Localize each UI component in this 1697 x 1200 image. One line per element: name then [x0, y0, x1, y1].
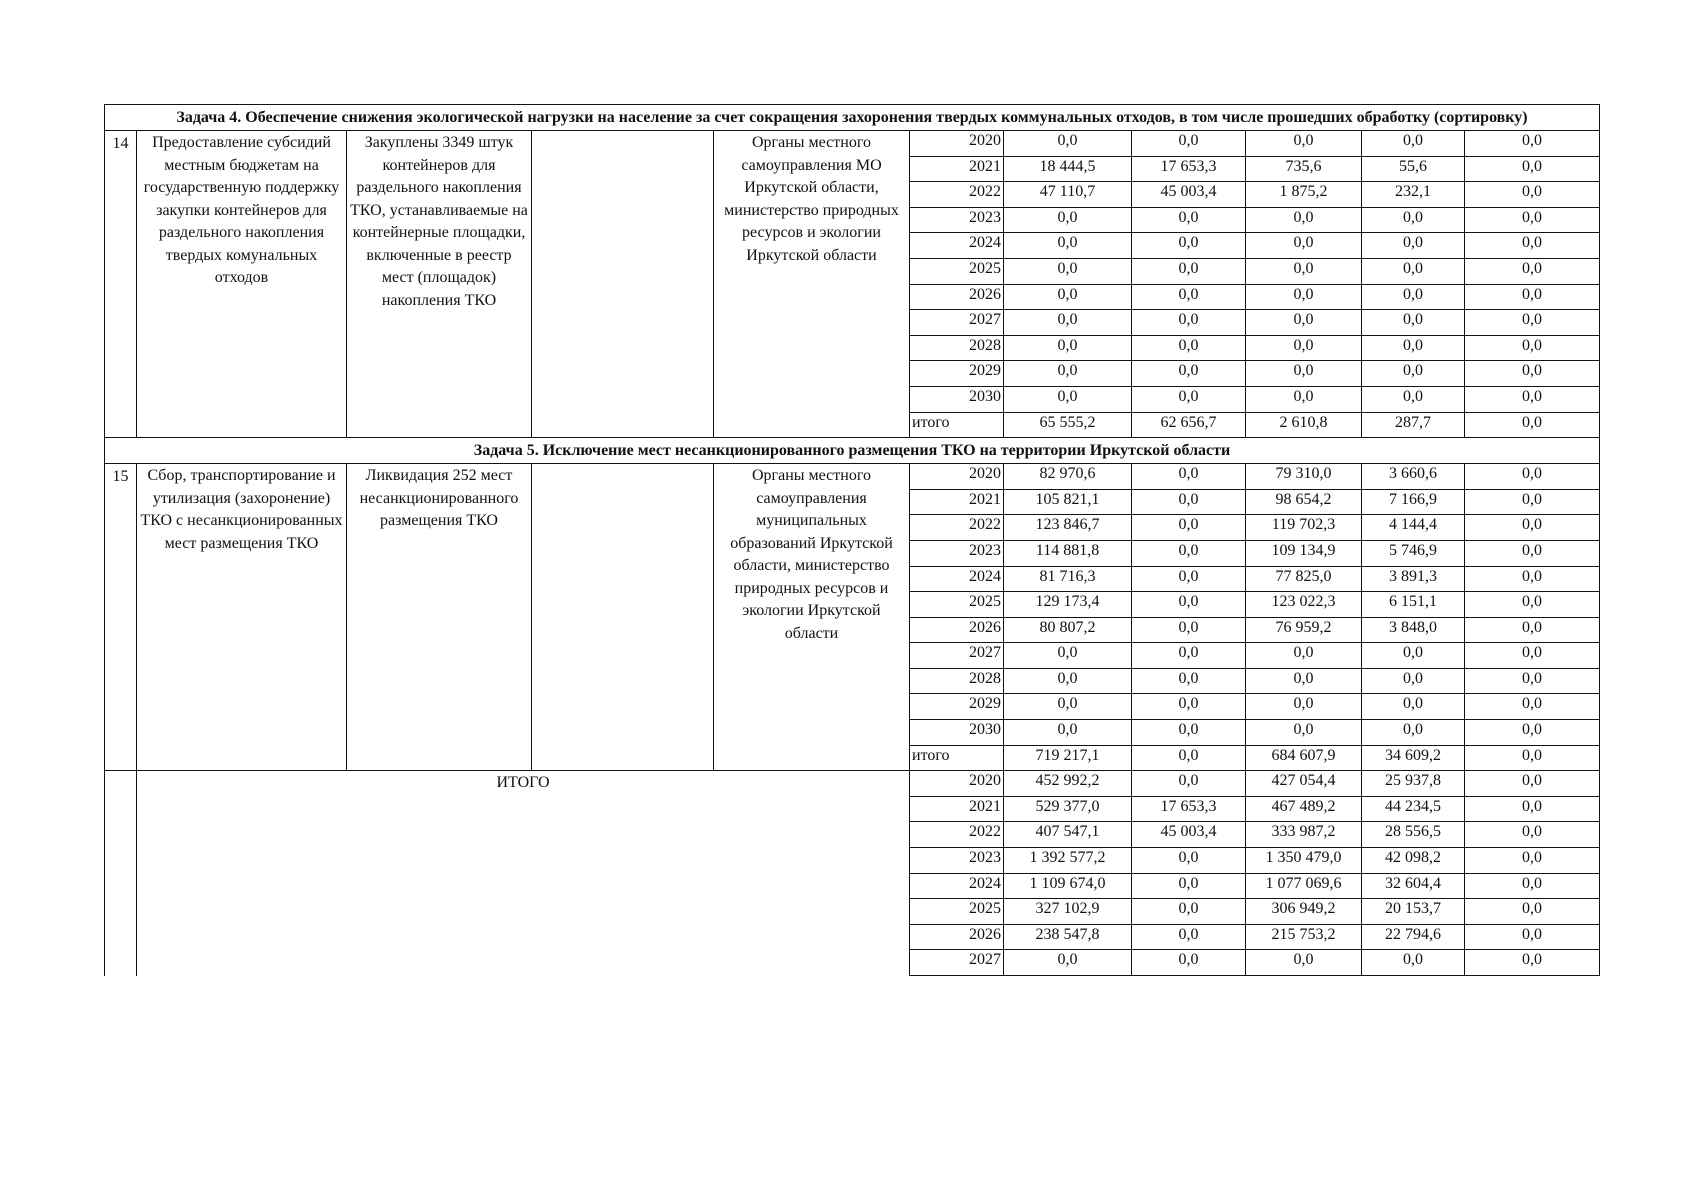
task-5-title: Задача 5. Исключение мест несанкционированного размещения ТКО на территории Иркутской области — [105, 438, 1600, 464]
year-cell: 2027 — [910, 643, 1004, 669]
total-value: 719 217,1 — [1004, 745, 1132, 771]
local-value: 5 746,9 — [1362, 540, 1465, 566]
total-value: 0,0 — [1004, 284, 1132, 310]
regional-value: 1 350 479,0 — [1246, 848, 1362, 874]
regional-value: 215 753,2 — [1246, 924, 1362, 950]
regional-value: 684 607,9 — [1246, 745, 1362, 771]
local-value: 28 556,5 — [1362, 822, 1465, 848]
total-value: 0,0 — [1004, 361, 1132, 387]
other-value: 0,0 — [1465, 335, 1600, 361]
total-value: 529 377,0 — [1004, 796, 1132, 822]
federal-value: 62 656,7 — [1132, 412, 1246, 438]
federal-value: 0,0 — [1132, 720, 1246, 746]
federal-value: 0,0 — [1132, 489, 1246, 515]
year-cell: 2024 — [910, 566, 1004, 592]
regional-value: 0,0 — [1246, 310, 1362, 336]
federal-value: 0,0 — [1132, 207, 1246, 233]
regional-value: 735,6 — [1246, 156, 1362, 182]
local-value: 55,6 — [1362, 156, 1465, 182]
event-result: Закуплены 3349 штук контейнеров для раздельного накопления ТКО, устанавливаемые на контейнерные площадки, включенные в реестр мест (площадок) накопления ТКО — [347, 131, 532, 438]
year-cell: 2020 — [910, 131, 1004, 157]
row-number: 14 — [105, 131, 137, 438]
year-cell: 2021 — [910, 489, 1004, 515]
regional-value: 1 875,2 — [1246, 182, 1362, 208]
other-value: 0,0 — [1465, 771, 1600, 797]
other-value: 0,0 — [1465, 207, 1600, 233]
total-value: 65 555,2 — [1004, 412, 1132, 438]
federal-value: 0,0 — [1132, 310, 1246, 336]
year-cell: 2021 — [910, 156, 1004, 182]
year-cell: 2025 — [910, 592, 1004, 618]
total-value: 47 110,7 — [1004, 182, 1132, 208]
other-value: 0,0 — [1465, 131, 1600, 157]
federal-value: 0,0 — [1132, 643, 1246, 669]
regional-value: 467 489,2 — [1246, 796, 1362, 822]
total-value: 0,0 — [1004, 233, 1132, 259]
regional-value: 0,0 — [1246, 284, 1362, 310]
other-value: 0,0 — [1465, 796, 1600, 822]
federal-value: 0,0 — [1132, 464, 1246, 490]
total-value: 1 109 674,0 — [1004, 873, 1132, 899]
year-cell: 2024 — [910, 873, 1004, 899]
regional-value: 98 654,2 — [1246, 489, 1362, 515]
federal-value: 0,0 — [1132, 745, 1246, 771]
year-cell: 2023 — [910, 540, 1004, 566]
local-value: 4 144,4 — [1362, 515, 1465, 541]
grand-total-row — [105, 771, 1600, 797]
other-value: 0,0 — [1465, 617, 1600, 643]
local-value: 0,0 — [1362, 284, 1465, 310]
regional-value: 123 022,3 — [1246, 592, 1362, 618]
other-value: 0,0 — [1465, 694, 1600, 720]
regional-value: 109 134,9 — [1246, 540, 1362, 566]
local-value: 7 166,9 — [1362, 489, 1465, 515]
total-value: 0,0 — [1004, 386, 1132, 412]
local-value: 42 098,2 — [1362, 848, 1465, 874]
local-value: 3 848,0 — [1362, 617, 1465, 643]
other-value: 0,0 — [1465, 873, 1600, 899]
other-value: 0,0 — [1465, 643, 1600, 669]
regional-value: 306 949,2 — [1246, 899, 1362, 925]
local-value: 0,0 — [1362, 361, 1465, 387]
federal-value: 0,0 — [1132, 233, 1246, 259]
other-value: 0,0 — [1465, 950, 1600, 976]
federal-value: 45 003,4 — [1132, 822, 1246, 848]
empty-cell — [532, 131, 714, 438]
total-value: 82 970,6 — [1004, 464, 1132, 490]
other-value: 0,0 — [1465, 592, 1600, 618]
regional-value: 0,0 — [1246, 694, 1362, 720]
year-cell: 2022 — [910, 515, 1004, 541]
local-value: 0,0 — [1362, 233, 1465, 259]
regional-value: 0,0 — [1246, 668, 1362, 694]
regional-value: 333 987,2 — [1246, 822, 1362, 848]
other-value: 0,0 — [1465, 515, 1600, 541]
local-value: 20 153,7 — [1362, 899, 1465, 925]
regional-value: 0,0 — [1246, 643, 1362, 669]
year-cell: 2029 — [910, 694, 1004, 720]
regional-value: 0,0 — [1246, 950, 1362, 976]
event-name: Предоставление субсидий местным бюджетам на государственную поддержку закупки контейнеров для раздельного накопления твердых комунальных отходов — [137, 131, 347, 438]
local-value: 287,7 — [1362, 412, 1465, 438]
regional-value: 0,0 — [1246, 720, 1362, 746]
local-value: 34 609,2 — [1362, 745, 1465, 771]
other-value: 0,0 — [1465, 156, 1600, 182]
federal-value: 0,0 — [1132, 924, 1246, 950]
total-value: 0,0 — [1004, 694, 1132, 720]
total-value: 0,0 — [1004, 950, 1132, 976]
federal-value: 45 003,4 — [1132, 182, 1246, 208]
total-value: 129 173,4 — [1004, 592, 1132, 618]
federal-value: 0,0 — [1132, 131, 1246, 157]
year-cell: 2025 — [910, 899, 1004, 925]
other-value: 0,0 — [1465, 899, 1600, 925]
total-value: 238 547,8 — [1004, 924, 1132, 950]
year-cell: 2023 — [910, 207, 1004, 233]
other-value: 0,0 — [1465, 412, 1600, 438]
local-value: 32 604,4 — [1362, 873, 1465, 899]
year-cell: 2028 — [910, 668, 1004, 694]
other-value: 0,0 — [1465, 822, 1600, 848]
local-value: 0,0 — [1362, 335, 1465, 361]
other-value: 0,0 — [1465, 720, 1600, 746]
local-value: 25 937,8 — [1362, 771, 1465, 797]
total-value: 105 821,1 — [1004, 489, 1132, 515]
federal-value: 0,0 — [1132, 386, 1246, 412]
other-value: 0,0 — [1465, 745, 1600, 771]
empty-cell — [105, 771, 137, 976]
program-table — [104, 104, 1600, 976]
other-value: 0,0 — [1465, 540, 1600, 566]
year-cell: 2026 — [910, 284, 1004, 310]
year-cell: 2021 — [910, 796, 1004, 822]
federal-value: 0,0 — [1132, 771, 1246, 797]
local-value: 0,0 — [1362, 950, 1465, 976]
regional-value: 0,0 — [1246, 386, 1362, 412]
federal-value: 0,0 — [1132, 566, 1246, 592]
local-value: 0,0 — [1362, 310, 1465, 336]
regional-value: 77 825,0 — [1246, 566, 1362, 592]
local-value: 0,0 — [1362, 643, 1465, 669]
measure-15-row — [105, 464, 1600, 490]
year-cell: 2030 — [910, 386, 1004, 412]
event-name: Сбор, транспортирование и утилизация (захоронение) ТКО с несанкционированных мест размещения ТКО — [137, 464, 347, 771]
other-value: 0,0 — [1465, 310, 1600, 336]
federal-value: 0,0 — [1132, 617, 1246, 643]
regional-value: 0,0 — [1246, 335, 1362, 361]
regional-value: 1 077 069,6 — [1246, 873, 1362, 899]
year-cell: 2020 — [910, 464, 1004, 490]
local-value: 0,0 — [1362, 720, 1465, 746]
task-4-title: Задача 4. Обеспечение снижения экологической нагрузки на население за счет сокращения захоронения твердых коммунальных отходов, в том числе прошедших обработку (сортировку) — [105, 105, 1600, 131]
other-value: 0,0 — [1465, 489, 1600, 515]
year-cell: 2026 — [910, 617, 1004, 643]
empty-cell — [532, 464, 714, 771]
total-value: 123 846,7 — [1004, 515, 1132, 541]
grand-total-label: ИТОГО — [137, 771, 910, 976]
measure-14-row — [105, 131, 1600, 157]
total-value: 327 102,9 — [1004, 899, 1132, 925]
year-cell: 2024 — [910, 233, 1004, 259]
other-value: 0,0 — [1465, 361, 1600, 387]
total-value: 18 444,5 — [1004, 156, 1132, 182]
section-row — [105, 105, 1600, 131]
year-cell: 2020 — [910, 771, 1004, 797]
total-value: 0,0 — [1004, 643, 1132, 669]
federal-value: 0,0 — [1132, 258, 1246, 284]
federal-value: 0,0 — [1132, 540, 1246, 566]
total-value: 0,0 — [1004, 720, 1132, 746]
federal-value: 0,0 — [1132, 694, 1246, 720]
total-value: 0,0 — [1004, 335, 1132, 361]
total-value: 1 392 577,2 — [1004, 848, 1132, 874]
year-cell: 2029 — [910, 361, 1004, 387]
federal-value: 0,0 — [1132, 592, 1246, 618]
regional-value: 427 054,4 — [1246, 771, 1362, 797]
regional-value: 0,0 — [1246, 258, 1362, 284]
other-value: 0,0 — [1465, 464, 1600, 490]
regional-value: 119 702,3 — [1246, 515, 1362, 541]
total-value: 452 992,2 — [1004, 771, 1132, 797]
local-value: 0,0 — [1362, 207, 1465, 233]
year-cell: 2022 — [910, 822, 1004, 848]
federal-value: 0,0 — [1132, 284, 1246, 310]
local-value: 232,1 — [1362, 182, 1465, 208]
total-value: 0,0 — [1004, 668, 1132, 694]
other-value: 0,0 — [1465, 182, 1600, 208]
year-cell: 2026 — [910, 924, 1004, 950]
local-value: 0,0 — [1362, 668, 1465, 694]
federal-value: 0,0 — [1132, 873, 1246, 899]
year-cell: 2028 — [910, 335, 1004, 361]
total-value: 0,0 — [1004, 131, 1132, 157]
year-cell: 2030 — [910, 720, 1004, 746]
local-value: 3 660,6 — [1362, 464, 1465, 490]
federal-value: 0,0 — [1132, 899, 1246, 925]
other-value: 0,0 — [1465, 386, 1600, 412]
other-value: 0,0 — [1465, 566, 1600, 592]
other-value: 0,0 — [1465, 233, 1600, 259]
local-value: 0,0 — [1362, 258, 1465, 284]
other-value: 0,0 — [1465, 668, 1600, 694]
year-cell: 2025 — [910, 258, 1004, 284]
year-cell: 2023 — [910, 848, 1004, 874]
other-value: 0,0 — [1465, 924, 1600, 950]
other-value: 0,0 — [1465, 284, 1600, 310]
federal-value: 17 653,3 — [1132, 156, 1246, 182]
regional-value: 79 310,0 — [1246, 464, 1362, 490]
federal-value: 0,0 — [1132, 335, 1246, 361]
total-value: 80 807,2 — [1004, 617, 1132, 643]
local-value: 0,0 — [1362, 694, 1465, 720]
federal-value: 17 653,3 — [1132, 796, 1246, 822]
regional-value: 0,0 — [1246, 233, 1362, 259]
row-number: 15 — [105, 464, 137, 771]
year-cell: 2027 — [910, 310, 1004, 336]
subtotal-label: итого — [910, 412, 1004, 438]
regional-value: 0,0 — [1246, 207, 1362, 233]
total-value: 0,0 — [1004, 207, 1132, 233]
section-row — [105, 438, 1600, 464]
regional-value: 2 610,8 — [1246, 412, 1362, 438]
regional-value: 0,0 — [1246, 361, 1362, 387]
federal-value: 0,0 — [1132, 950, 1246, 976]
federal-value: 0,0 — [1132, 668, 1246, 694]
total-value: 407 547,1 — [1004, 822, 1132, 848]
year-cell: 2022 — [910, 182, 1004, 208]
local-value: 44 234,5 — [1362, 796, 1465, 822]
federal-value: 0,0 — [1132, 848, 1246, 874]
total-value: 0,0 — [1004, 258, 1132, 284]
total-value: 0,0 — [1004, 310, 1132, 336]
federal-value: 0,0 — [1132, 361, 1246, 387]
local-value: 0,0 — [1362, 131, 1465, 157]
regional-value: 0,0 — [1246, 131, 1362, 157]
subtotal-label: итого — [910, 745, 1004, 771]
local-value: 0,0 — [1362, 386, 1465, 412]
event-executor: Органы местного самоуправления муниципальных образований Иркутской области, министерство природных ресурсов и экологии Иркутской области — [714, 464, 910, 771]
document-page — [104, 104, 1600, 976]
event-executor: Органы местного самоуправления МО Иркутской области, министерство природных ресурсов и экологии Иркутской области — [714, 131, 910, 438]
local-value: 22 794,6 — [1362, 924, 1465, 950]
federal-value: 0,0 — [1132, 515, 1246, 541]
year-cell: 2027 — [910, 950, 1004, 976]
local-value: 6 151,1 — [1362, 592, 1465, 618]
other-value: 0,0 — [1465, 258, 1600, 284]
other-value: 0,0 — [1465, 848, 1600, 874]
local-value: 3 891,3 — [1362, 566, 1465, 592]
total-value: 81 716,3 — [1004, 566, 1132, 592]
total-value: 114 881,8 — [1004, 540, 1132, 566]
regional-value: 76 959,2 — [1246, 617, 1362, 643]
event-result: Ликвидация 252 мест несанкционированного размещения ТКО — [347, 464, 532, 771]
